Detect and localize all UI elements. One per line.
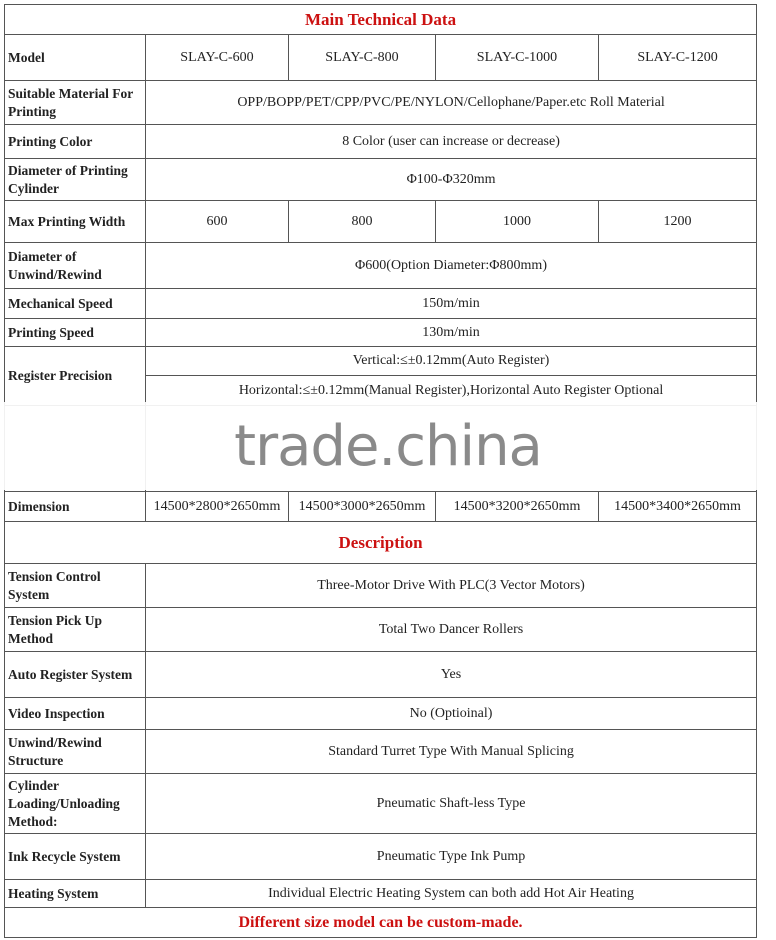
cylinder-diameter-value: Φ100-Φ320mm [146,159,757,201]
model-label: Model [5,35,146,81]
main-technical-data-title: Main Technical Data [5,5,757,35]
unwind-diameter-value: Φ600(Option Diameter:Φ800mm) [146,243,757,289]
cylinder-loading-label: Cylinder Loading/Unloading Method: [5,774,146,834]
printing-color-label: Printing Color [5,125,146,159]
model-1200: SLAY-C-1200 [599,35,757,81]
dimension-1000: 14500*3200*2650mm [436,492,599,522]
heating-system-label: Heating System [5,880,146,908]
printing-color-value: 8 Color (user can increase or decrease) [146,125,757,159]
tension-control-value: Three-Motor Drive With PLC(3 Vector Motors) [146,564,757,608]
dimension-1200: 14500*3400*2650mm [599,492,757,522]
tension-pickup-value: Total Two Dancer Rollers [146,608,757,652]
printing-speed-label: Printing Speed [5,319,146,347]
cylinder-diameter-label: Diameter of Printing Cylinder [5,159,146,201]
max-width-1000: 1000 [436,201,599,243]
mechanical-speed-label: Mechanical Speed [5,289,146,319]
mechanical-speed-value: 150m/min [146,289,757,319]
tension-control-label: Tension Control System [5,564,146,608]
max-width-800: 800 [289,201,436,243]
register-horizontal-value: Horizontal:≤±0.12mm(Manual Register),Horizontal Auto Register Optional [146,376,757,406]
max-width-600: 600 [146,201,289,243]
dimension-800: 14500*3000*2650mm [289,492,436,522]
ink-recycle-label: Ink Recycle System [5,834,146,880]
material-value: OPP/BOPP/PET/CPP/PVC/PE/NYLON/Cellophane/Paper.etc Roll Material [146,81,757,125]
cylinder-loading-value: Pneumatic Shaft-less Type [146,774,757,834]
description-title: Description [5,522,757,564]
unwind-diameter-label: Diameter of Unwind/Rewind [5,243,146,289]
model-600: SLAY-C-600 [146,35,289,81]
model-800: SLAY-C-800 [289,35,436,81]
register-precision-label: Register Precision [5,347,146,406]
dimension-label: Dimension [5,492,146,522]
model-1000: SLAY-C-1000 [436,35,599,81]
auto-register-label: Auto Register System [5,652,146,698]
max-width-1200: 1200 [599,201,757,243]
heating-system-value: Individual Electric Heating System can both add Hot Air Heating [146,880,757,908]
auto-register-value: Yes [146,652,757,698]
unwind-structure-label: Unwind/Rewind Structure [5,730,146,774]
video-inspection-label: Video Inspection [5,698,146,730]
video-inspection-value: No (Optioinal) [146,698,757,730]
max-width-label: Max Printing Width [5,201,146,243]
dimension-600: 14500*2800*2650mm [146,492,289,522]
printing-speed-value: 130m/min [146,319,757,347]
material-label: Suitable Material For Printing [5,81,146,125]
unwind-structure-value: Standard Turret Type With Manual Splicing [146,730,757,774]
register-vertical-value: Vertical:≤±0.12mm(Auto Register) [146,347,757,376]
custom-size-note: Different size model can be custom-made. [5,908,757,938]
tension-pickup-label: Tension Pick Up Method [5,608,146,652]
watermark-overlay: trade.china [0,402,776,490]
ink-recycle-value: Pneumatic Type Ink Pump [146,834,757,880]
